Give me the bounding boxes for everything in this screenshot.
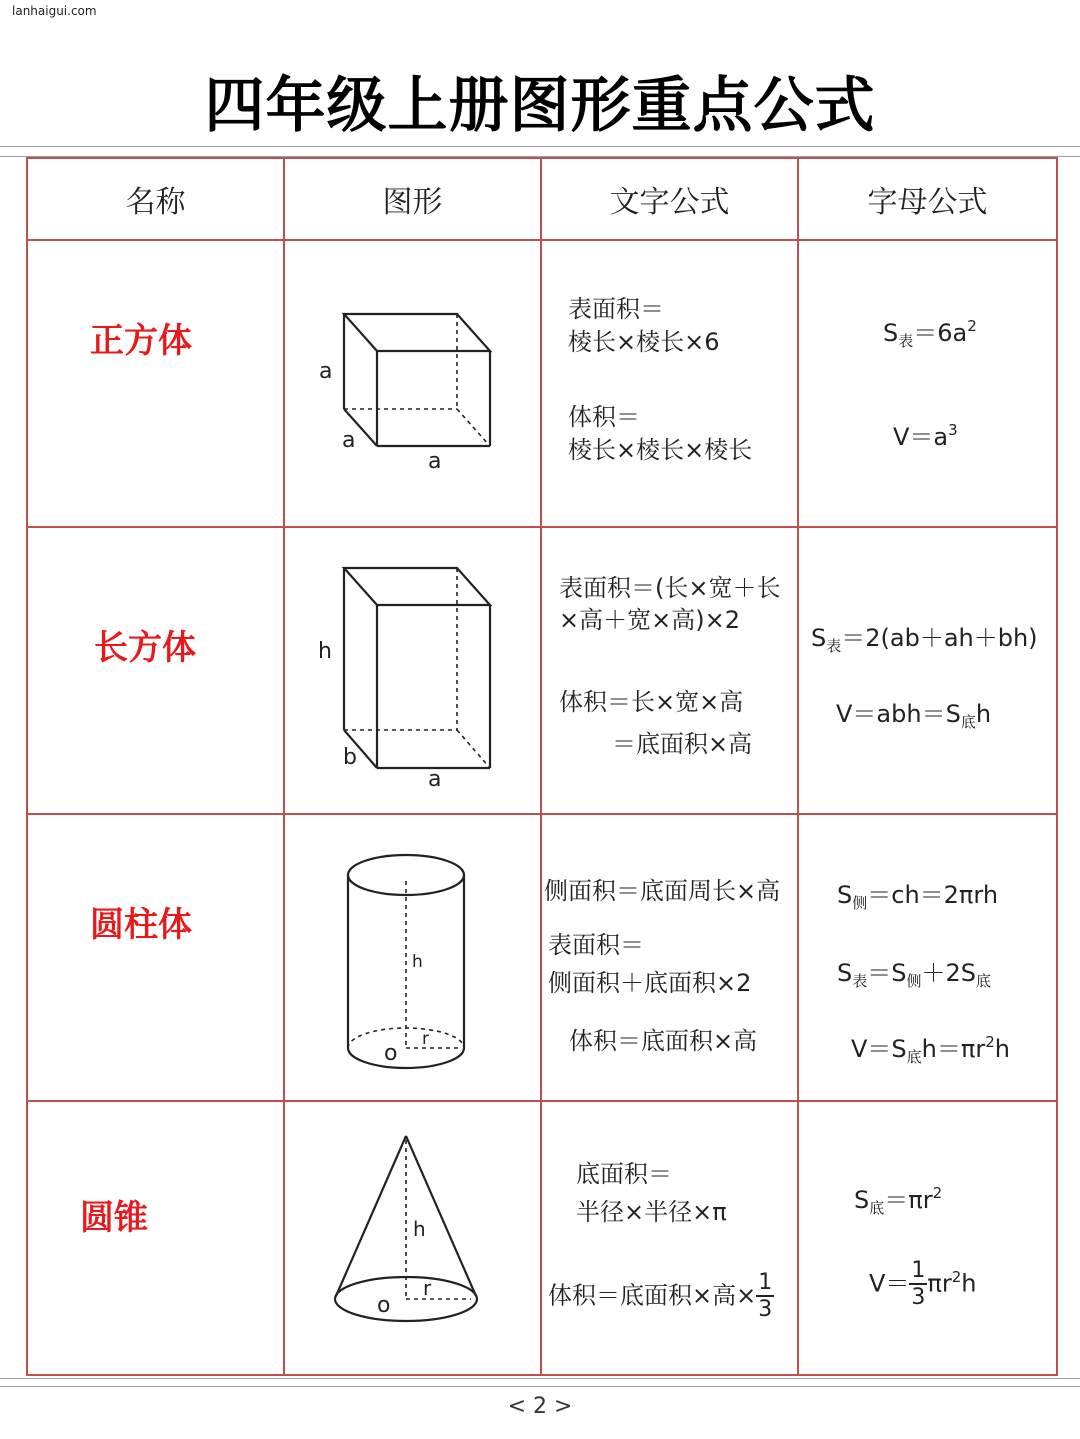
edge-label: a — [428, 449, 442, 474]
table-row-cone — [27, 1101, 1057, 1375]
header-letter-formula: 字母公式 — [798, 158, 1057, 240]
table-header-row — [27, 158, 1057, 240]
formula-line: 底面积＝ — [576, 1160, 672, 1188]
divider — [0, 146, 1080, 147]
cell-text-formula — [541, 240, 798, 527]
formula-volume: $V=a^3$ — [893, 421, 958, 451]
formula-volume: $V=S_底h=\pi r^2h$ — [851, 1033, 1010, 1066]
cell-figure — [284, 1101, 541, 1375]
divider — [0, 1378, 1080, 1379]
formula-line: 棱长×棱长×6 — [568, 328, 720, 356]
formula-line: ＝底面积×高 — [612, 730, 753, 758]
formula-line: 体积＝底面积×高× $\frac{1}{3}$ — [548, 1270, 773, 1322]
cell-text-formula — [541, 527, 798, 814]
cell-figure — [284, 240, 541, 527]
cube-figure — [285, 241, 542, 526]
cell-figure — [284, 814, 541, 1101]
formula-surface: $S_表=2(ab+ah+bh)$ — [811, 624, 1038, 655]
formula-line: 体积＝长×宽×高 — [559, 688, 744, 716]
table-row-cuboid — [27, 527, 1057, 814]
shape-name: 正方体 — [90, 321, 192, 361]
header-figure: 图形 — [284, 158, 541, 240]
page-number: < 2 > — [507, 1394, 573, 1419]
edge-label: o — [384, 1041, 398, 1066]
cell-name — [27, 1101, 284, 1375]
cell-name — [27, 240, 284, 527]
formula-line: 棱长×棱长×棱长 — [568, 436, 753, 464]
edge-label: r — [422, 1029, 429, 1049]
table-row-cube — [27, 240, 1057, 527]
header-name: 名称 — [27, 158, 284, 240]
formula-line: 半径×半径×π — [576, 1198, 727, 1226]
edge-label: h — [318, 639, 332, 664]
formula-table — [26, 157, 1058, 1376]
cuboid-figure — [285, 528, 542, 813]
edge-label: a — [319, 359, 333, 384]
edge-label: h — [413, 1217, 426, 1241]
cylinder-figure — [285, 815, 542, 1100]
formula-volume: $V=abh=S_底h$ — [836, 700, 992, 731]
table-row-cylinder — [27, 814, 1057, 1101]
cell-text-formula — [541, 1101, 798, 1375]
formula-line: ×高＋宽×高)×2 — [559, 606, 740, 634]
cell-text-formula — [541, 814, 798, 1101]
edge-label: o — [377, 1293, 391, 1318]
formula-line: 表面积＝ — [568, 295, 664, 323]
divider — [0, 1386, 1080, 1387]
cell-name — [27, 527, 284, 814]
formula-surface: $S_表=S_侧+2S_底$ — [837, 959, 992, 990]
header-text-formula: 文字公式 — [541, 158, 798, 240]
formula-volume: V＝ $\frac{1}{3}$ $\pi r^2h$ — [869, 1258, 977, 1310]
formula-line: 体积＝ — [568, 403, 640, 431]
formula-surface: $S_表=6a^2$ — [883, 317, 977, 350]
edge-label: b — [343, 745, 357, 770]
fraction: $\frac{1}{3}$ — [911, 1258, 926, 1310]
fraction: $\frac{1}{3}$ — [758, 1270, 773, 1322]
formula-base: $S_底=\pi r^2$ — [854, 1184, 943, 1217]
shape-name: 圆锥 — [80, 1198, 148, 1238]
watermark: lanhaigui.com — [12, 4, 97, 18]
edge-label: h — [412, 952, 423, 972]
cone-figure — [285, 1102, 542, 1374]
shape-name: 圆柱体 — [90, 905, 192, 945]
cell-letter-formula — [798, 814, 1057, 1101]
edge-label: a — [428, 767, 442, 792]
cell-letter-formula — [798, 1101, 1057, 1375]
formula-line: 体积＝底面积×高 — [569, 1027, 758, 1055]
cell-letter-formula — [798, 240, 1057, 527]
formula-lateral: $S_侧=ch=2\pi rh$ — [837, 881, 999, 912]
formula-line: 侧面积＋底面积×2 — [548, 969, 752, 997]
page-title: 四年级上册图形重点公式 — [204, 71, 876, 141]
cell-name — [27, 814, 284, 1101]
cell-letter-formula — [798, 527, 1057, 814]
edge-label: r — [423, 1276, 432, 1300]
formula-line: 表面积＝ — [548, 931, 644, 959]
shape-name: 长方体 — [94, 628, 196, 668]
formula-line: 侧面积＝底面周长×高 — [544, 877, 781, 905]
formula-line: 表面积＝(长×宽＋长 — [559, 574, 781, 602]
cell-figure — [284, 527, 541, 814]
edge-label: a — [342, 428, 356, 453]
